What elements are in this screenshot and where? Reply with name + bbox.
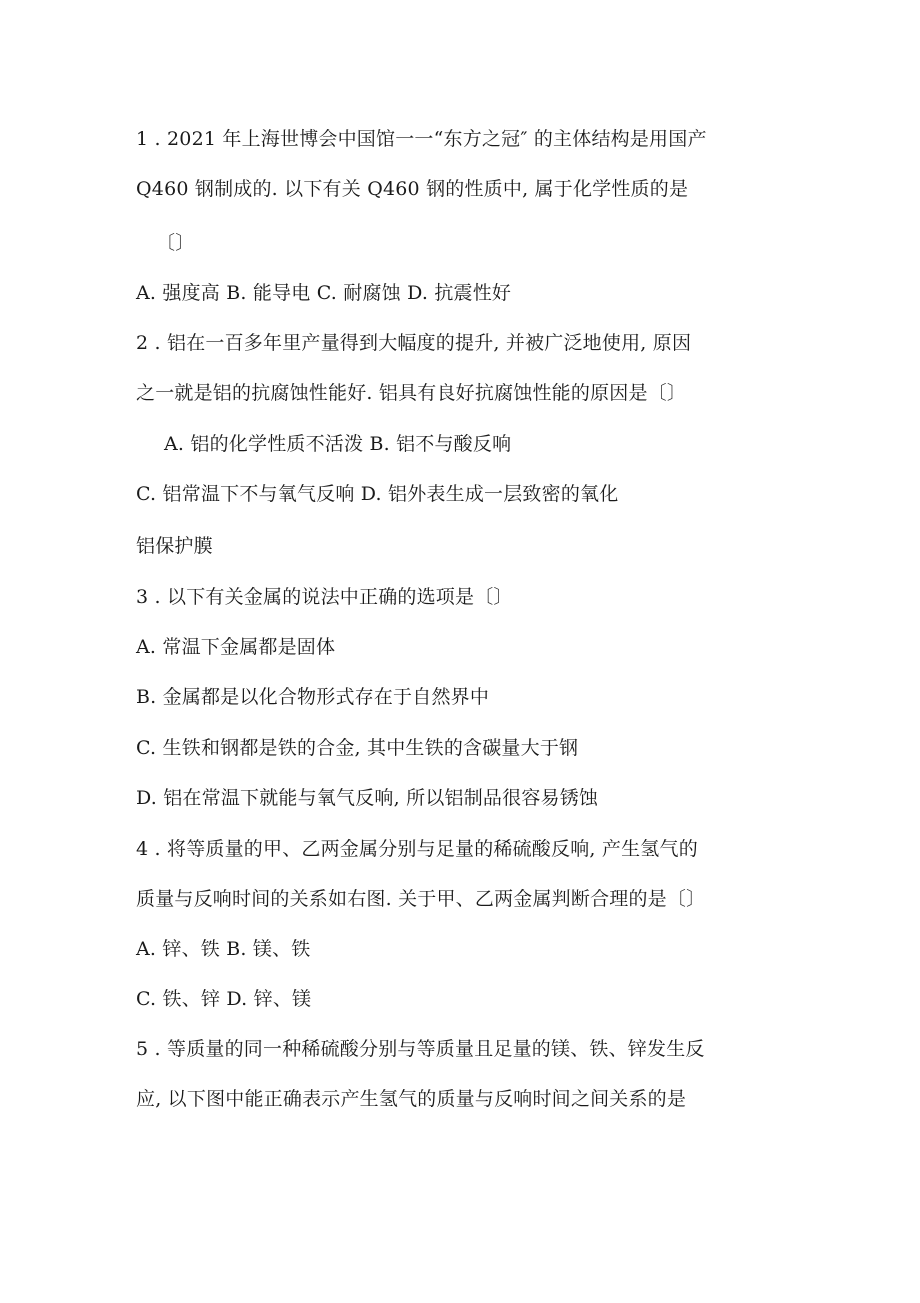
q4-line-1: 4 . 将等质量的甲、乙两金属分别与足量的稀硫酸反响, 产生氢气的 xyxy=(136,838,698,860)
q3-option-d: D. 铝在常温下就能与氧气反响, 所以铝制品很容易锈蚀 xyxy=(136,787,599,809)
q2-options-ab: A. 铝的化学性质不活泼 B. 铝不与酸反响 xyxy=(164,433,512,455)
q5-line-1: 5 . 等质量的同一种稀硫酸分别与等质量且足量的镁、铁、锌发生反 xyxy=(136,1038,705,1060)
q3-option-c: C. 生铁和钢都是铁的合金, 其中生铁的含碳量大于钢 xyxy=(136,737,579,759)
q1-options: A. 强度高 B. 能导电 C. 耐腐蚀 D. 抗震性好 xyxy=(136,282,512,304)
q1-answer-bracket: 〔〕 xyxy=(156,232,195,254)
q5-line-2: 应, 以下图中能正确表示产生氢气的质量与反响时间之间关系的是 xyxy=(136,1088,687,1110)
q1-line-1: 1 . 2021 年上海世博会中国馆一一“东方之冠″ 的主体结构是用国产 xyxy=(136,128,707,150)
q2-options-cd-cont: 铝保护膜 xyxy=(136,535,213,557)
q3-line-1: 3 . 以下有关金属的说法中正确的选项是〔〕 xyxy=(136,586,513,608)
q4-line-2: 质量与反响时间的关系如右图. 关于甲、乙两金属判断合理的是〔〕 xyxy=(136,888,706,910)
q4-options-ab: A. 锌、铁 B. 镁、铁 xyxy=(136,938,311,960)
q2-options-cd: C. 铝常温下不与氧气反响 D. 铝外表生成一层致密的氧化 xyxy=(136,483,619,505)
q2-line-2: 之一就是铝的抗腐蚀性能好. 铝具有良好抗腐蚀性能的原因是〔〕 xyxy=(136,382,687,404)
q1-line-2: Q460 钢制成的. 以下有关 Q460 钢的性质中, 属于化学性质的是 xyxy=(136,178,689,200)
q3-option-b: B. 金属都是以化合物形式存在于自然界中 xyxy=(136,686,490,708)
q3-option-a: A. 常温下金属都是固体 xyxy=(136,636,336,658)
q4-options-cd: C. 铁、锌 D. 锌、镁 xyxy=(136,988,312,1010)
q2-line-1: 2 . 铝在一百多年里产量得到大幅度的提升, 并被广泛地使用, 原因 xyxy=(136,332,692,354)
